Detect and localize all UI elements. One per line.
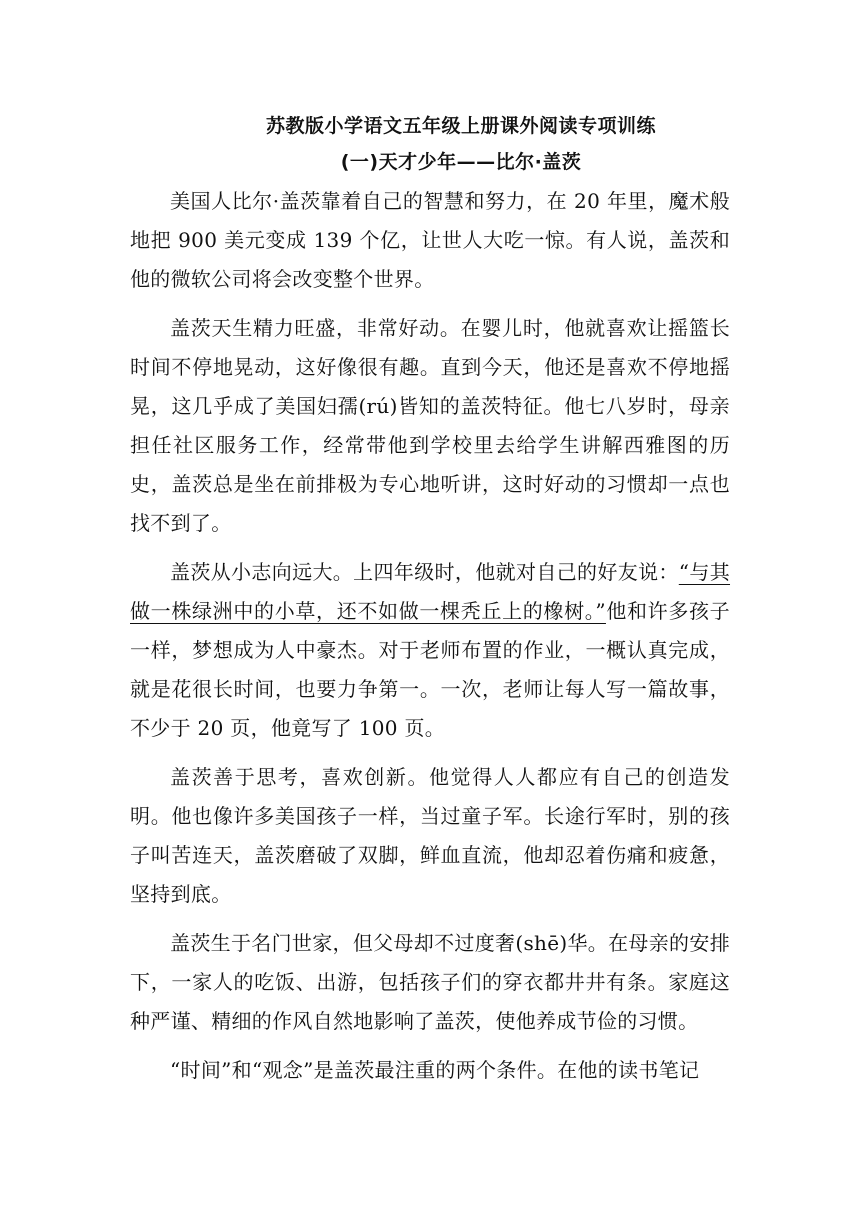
document-page bbox=[130, 112, 730, 1100]
paragraph-2: 盖茨天生精力旺盛，非常好动。在婴儿时，他就喜欢让摇篮长时间不停地晃动，这好像很有趣。直到今天，他还是喜欢不停地摇晃，这几乎成了美国妇孺(rú)皆知的盖茨特征。他七八岁时，母亲担任社区服务工作，经常带他到学校里去给学生讲解西雅图的历史，盖茨总是坐在前排极为专心地听讲，这时好动的习惯却一点也找不到了。 bbox=[130, 316, 730, 535]
paragraph-3 bbox=[130, 553, 730, 748]
paragraph-5: 盖茨生于名门世家，但父母却不过度奢(shē)华。在母亲的安排下，一家人的吃饭、出游，包括孩子们的穿衣都井井有条。家庭这种严谨、精细的作风自然地影响了盖茨，使他养成节俭的习惯。 bbox=[130, 931, 730, 1033]
underlined-quote: “与其做一株绿洲中的小草，还不如做一棵秃丘上的橡树。” bbox=[130, 560, 731, 623]
paragraph-3-rest: 他和许多孩子一样，梦想成为人中豪杰。对于老师布置的作业，一概认真完成，就是花很长时间，也要力争第一。一次，老师让每人写一篇故事，不少于 20 页，他竟写了 100 页。 bbox=[130, 599, 730, 740]
document-title: 苏教版小学语文五年级上册课外阅读专项训练 bbox=[265, 115, 656, 137]
paragraph-3-lead: 盖茨从小志向远大。上四年级时，他就对自己的好友说： bbox=[170, 560, 679, 584]
paragraph-1: 美国人比尔·盖茨靠着自己的智慧和努力，在 20 年里，魔术般地把 900 美元变成 139 个亿，让世人大吃一惊。有人说，盖茨和他的微软公司将会改变整个世界。 bbox=[130, 189, 730, 291]
document-subtitle: (一)天才少年——比尔·盖茨 bbox=[340, 151, 582, 173]
paragraph-6: “时间”和“观念”是盖茨最注重的两个条件。在他的读书笔记 bbox=[170, 1058, 700, 1082]
paragraph-4: 盖茨善于思考，喜欢创新。他觉得人人都应有自己的创造发明。他也像许多美国孩子一样，当过童子军。长途行军时，别的孩子叫苦连天，盖茨磨破了双脚，鲜血直流，他却忍着伤痛和疲惫，坚持到底。 bbox=[130, 765, 730, 906]
